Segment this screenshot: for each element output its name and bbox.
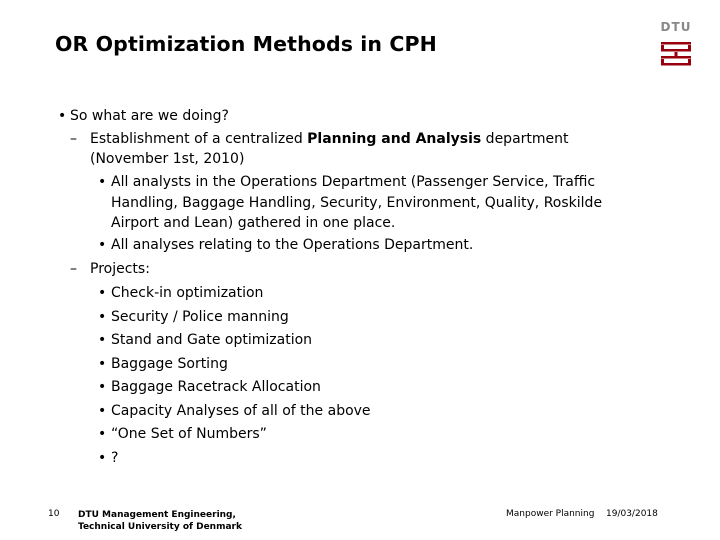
list-item: – Projects: [70, 259, 150, 280]
list-item-continuation: Airport and Lean) gathered in one place. [111, 215, 396, 231]
bullet-icon: • [98, 309, 107, 325]
bullet-icon: • [98, 450, 107, 466]
bullet-icon: • [98, 237, 107, 253]
list-item: • So what are we doing? [58, 106, 229, 127]
project-item: • Check-in optimization [98, 283, 263, 304]
bullet-icon: • [98, 379, 107, 395]
list-item: • All analyses relating to the Operations Department. [98, 235, 473, 256]
bullet-icon: • [98, 285, 107, 301]
list-item-continuation: (November 1st, 2010) [90, 151, 245, 167]
dtu-logo-text: DTU [660, 20, 692, 34]
slide-title: OR Optimization Methods in CPH [55, 32, 437, 56]
bullet-icon: • [98, 174, 107, 190]
project-item: • Security / Police manning [98, 307, 289, 328]
bullet-icon: • [58, 108, 67, 124]
project-item: • Baggage Sorting [98, 354, 228, 375]
bullet-icon: • [98, 426, 107, 442]
dtu-logo-mark [660, 20, 692, 66]
footer-topic: Manpower Planning [506, 509, 595, 519]
project-item: • “One Set of Numbers” [98, 424, 267, 445]
page-number: 10 [48, 509, 60, 519]
list-item: • All analysts in the Operations Department (Passenger Service, Traffic [98, 172, 595, 193]
project-item: • Stand and Gate optimization [98, 330, 312, 351]
footer-organization: DTU Management Engineering, Technical University of Denmark [78, 510, 242, 532]
project-item: • Baggage Racetrack Allocation [98, 377, 321, 398]
footer-date: 19/03/2018 [606, 509, 658, 519]
dash-icon: – [70, 131, 77, 147]
bullet-icon: • [98, 356, 107, 372]
dash-icon: – [70, 261, 77, 277]
project-item: • Capacity Analyses of all of the above [98, 401, 371, 422]
list-item-continuation: Handling, Baggage Handling, Security, Environment, Quality, Roskilde [111, 195, 603, 211]
bullet-icon: • [98, 403, 107, 419]
list-item: – Establishment of a centralized Planning and Analysis department [70, 129, 569, 150]
project-item: • ? [98, 448, 118, 469]
bullet-icon: • [98, 332, 107, 348]
dtu-logo [660, 20, 692, 66]
